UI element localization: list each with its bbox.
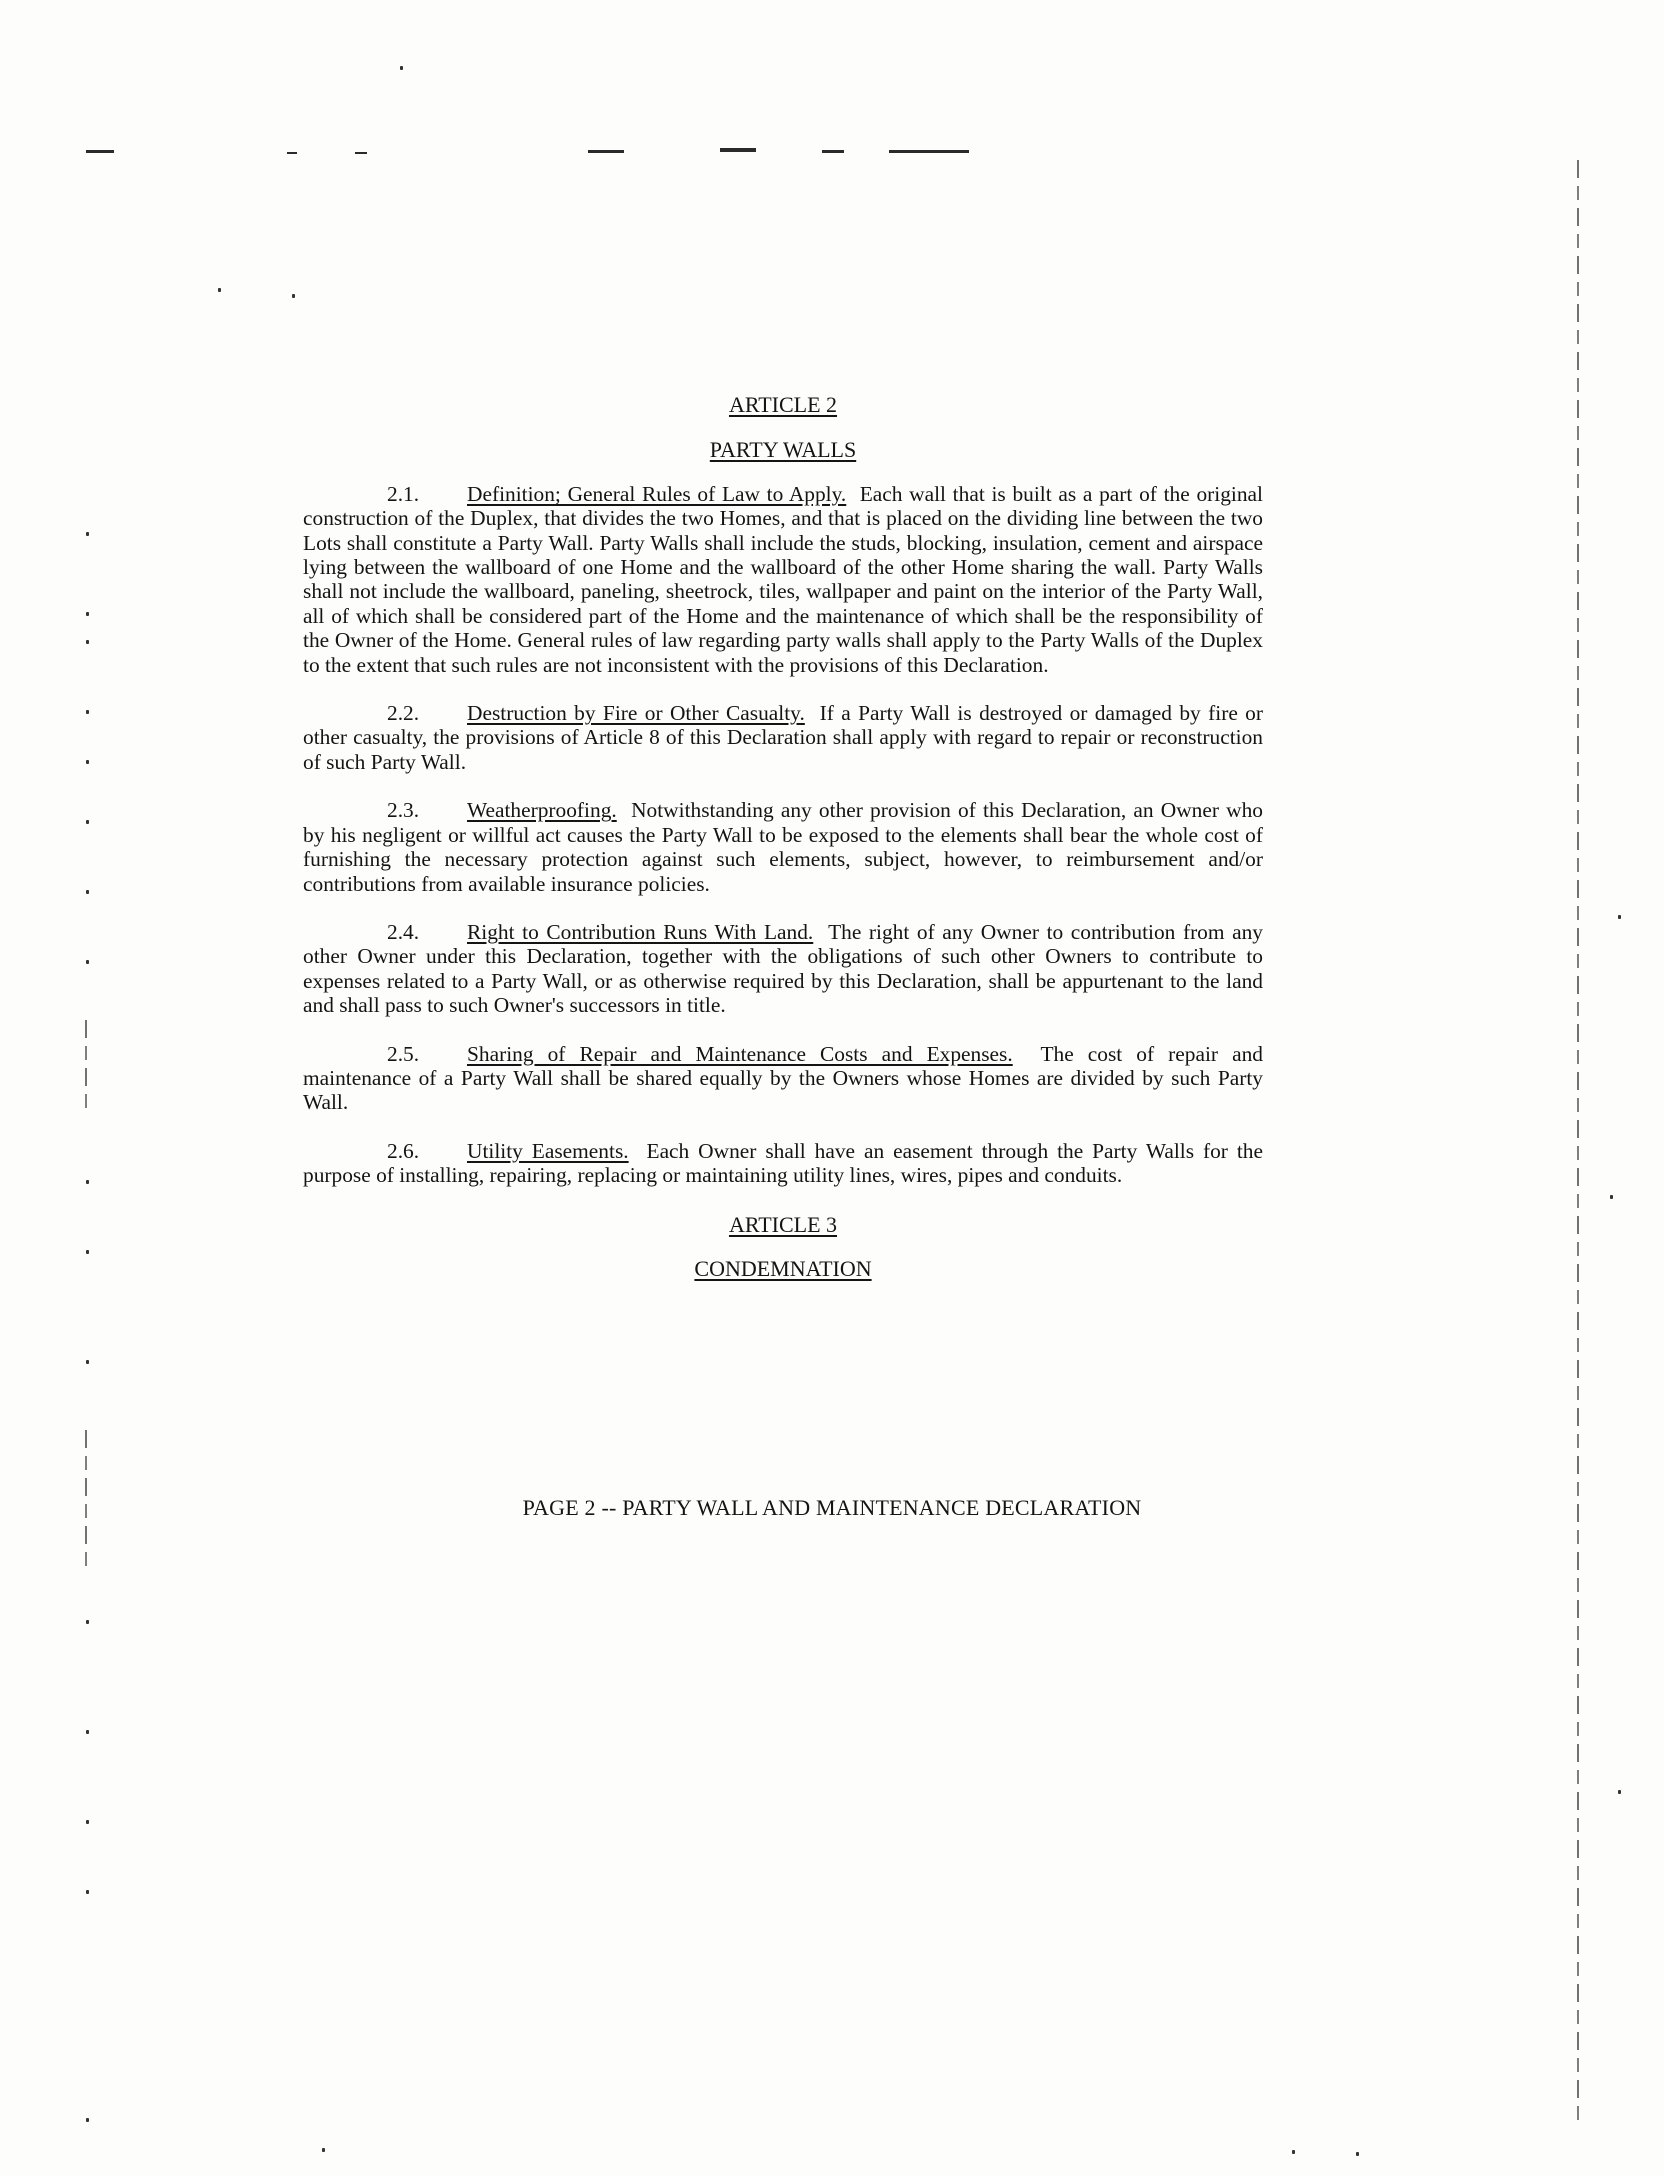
section-title: Weatherproofing. xyxy=(467,798,617,823)
scan-mark xyxy=(889,150,969,153)
scan-dot xyxy=(86,960,89,964)
section-number: 2.2. xyxy=(387,701,420,726)
scan-dot xyxy=(1618,915,1621,919)
section-2-4 xyxy=(303,920,1263,1018)
scan-dot xyxy=(322,2148,325,2152)
section-2-6 xyxy=(303,1139,1263,1188)
section-title: Utility Easements. xyxy=(467,1138,629,1163)
section-number: 2.5. xyxy=(387,1041,420,1066)
article-2-heading: ARTICLE 2 xyxy=(728,392,838,417)
section-number: 2.1. xyxy=(387,481,420,506)
scan-dot xyxy=(218,288,221,292)
scan-edge-line xyxy=(1577,160,1579,2120)
scan-mark xyxy=(822,150,844,153)
section-text: Each wall that is built as a part of the original construction of the Duplex, that divides the two Homes, and that is placed on the dividing line between the two Lots shall constitute a Party Wall. Party Walls shall include the studs, blocking, insulation, cement and airspace lying between the wallboard of one Home and the wallboard of the other Home sharing the wall. Party Walls shall not include the wallboard, paneling, sheetrock, tiles, wallpaper and paint on the interior of the Party Wall, all of which shall be considered part of the Home and the maintenance of which shall be the responsibility of the Owner of the Home. General rules of law regarding party walls shall apply to the Party Walls of the Duplex to the extent that such rules are not inconsistent with the provisions of this Declaration. xyxy=(303,481,1263,677)
section-number: 2.4. xyxy=(387,919,420,944)
section-2-2 xyxy=(303,701,1263,774)
scan-dot xyxy=(292,294,295,298)
section-text: The cost of repair and maintenance of a Party Wall shall be shared equally by the Owners whose Homes are divided by such Party Wall. xyxy=(303,1041,1263,1115)
section-text: Each Owner shall have an easement through the Party Walls for the purpose of installing, repairing, replacing or maintaining utility lines, wires, pipes and conduits. xyxy=(303,1138,1263,1188)
section-title: Destruction by Fire or Other Casualty. xyxy=(467,701,805,726)
scan-dot xyxy=(86,1360,89,1364)
scan-dot xyxy=(86,710,89,714)
scan-mark xyxy=(720,148,756,152)
section-text: Notwithstanding any other provision of this Declaration, an Owner who by his negligent or willful act causes the Party Wall to be exposed to the elements shall bear the whole cost of furnishing the necessary protection against such elements, subject, however, to reimbursement and/or contributions from available insurance policies. xyxy=(303,798,1263,896)
scan-dot xyxy=(1610,1195,1613,1199)
scan-dot xyxy=(86,612,89,616)
section-title: Sharing of Repair and Maintenance Costs and Expenses. xyxy=(467,1041,1013,1066)
section-number: 2.3. xyxy=(387,798,420,823)
scan-dot xyxy=(86,640,89,644)
section-title: Right to Contribution Runs With Land. xyxy=(467,919,814,944)
section-number: 2.6. xyxy=(387,1138,420,1163)
scan-mark xyxy=(588,150,624,153)
scan-dot xyxy=(1356,2152,1359,2156)
page-footer: PAGE 2 -- PARTY WALL AND MAINTENANCE DECLARATION xyxy=(522,1495,1142,1520)
article-3-title: CONDEMNATION xyxy=(694,1255,872,1281)
section-text: If a Party Wall is destroyed or damaged by fire or other casualty, the provisions of Article 8 of this Declaration shall apply with regard to repair or reconstruction of such Party Wall. xyxy=(303,701,1263,774)
scan-dot xyxy=(86,1820,89,1824)
scan-mark xyxy=(86,150,114,153)
scan-dot xyxy=(86,820,89,824)
scan-dot xyxy=(86,2118,89,2122)
scan-edge-line xyxy=(85,1020,87,1110)
section-2-1 xyxy=(303,482,1263,677)
scan-dot xyxy=(86,1250,89,1254)
scan-dot xyxy=(86,1890,89,1894)
section-2-5 xyxy=(303,1042,1263,1115)
section-title: Definition; General Rules of Law to Apply. xyxy=(467,481,847,506)
scan-dot xyxy=(86,1620,89,1624)
scan-dot xyxy=(86,890,89,894)
scan-mark xyxy=(355,152,367,154)
article-3-heading: ARTICLE 3 xyxy=(728,1211,838,1237)
scan-dot xyxy=(1292,2150,1295,2154)
scan-dot xyxy=(86,1730,89,1734)
scan-dot xyxy=(400,66,403,70)
scan-dot xyxy=(1618,1790,1621,1794)
article-2-title: PARTY WALLS xyxy=(709,437,857,463)
scan-mark xyxy=(287,152,297,154)
section-text: The right of any Owner to contribution from any other Owner under this Declaration, together with the obligations of such other Owners to contribute to expenses related to a Party Wall, or as otherwise required by this Declaration, shall be appurtenant to the land and shall pass to such Owner's successors in title. xyxy=(303,919,1263,1018)
section-2-3 xyxy=(303,798,1263,896)
document-body xyxy=(303,393,1263,1281)
scan-dot xyxy=(86,760,89,764)
scan-dot xyxy=(86,532,89,536)
scan-dot xyxy=(86,1180,89,1184)
